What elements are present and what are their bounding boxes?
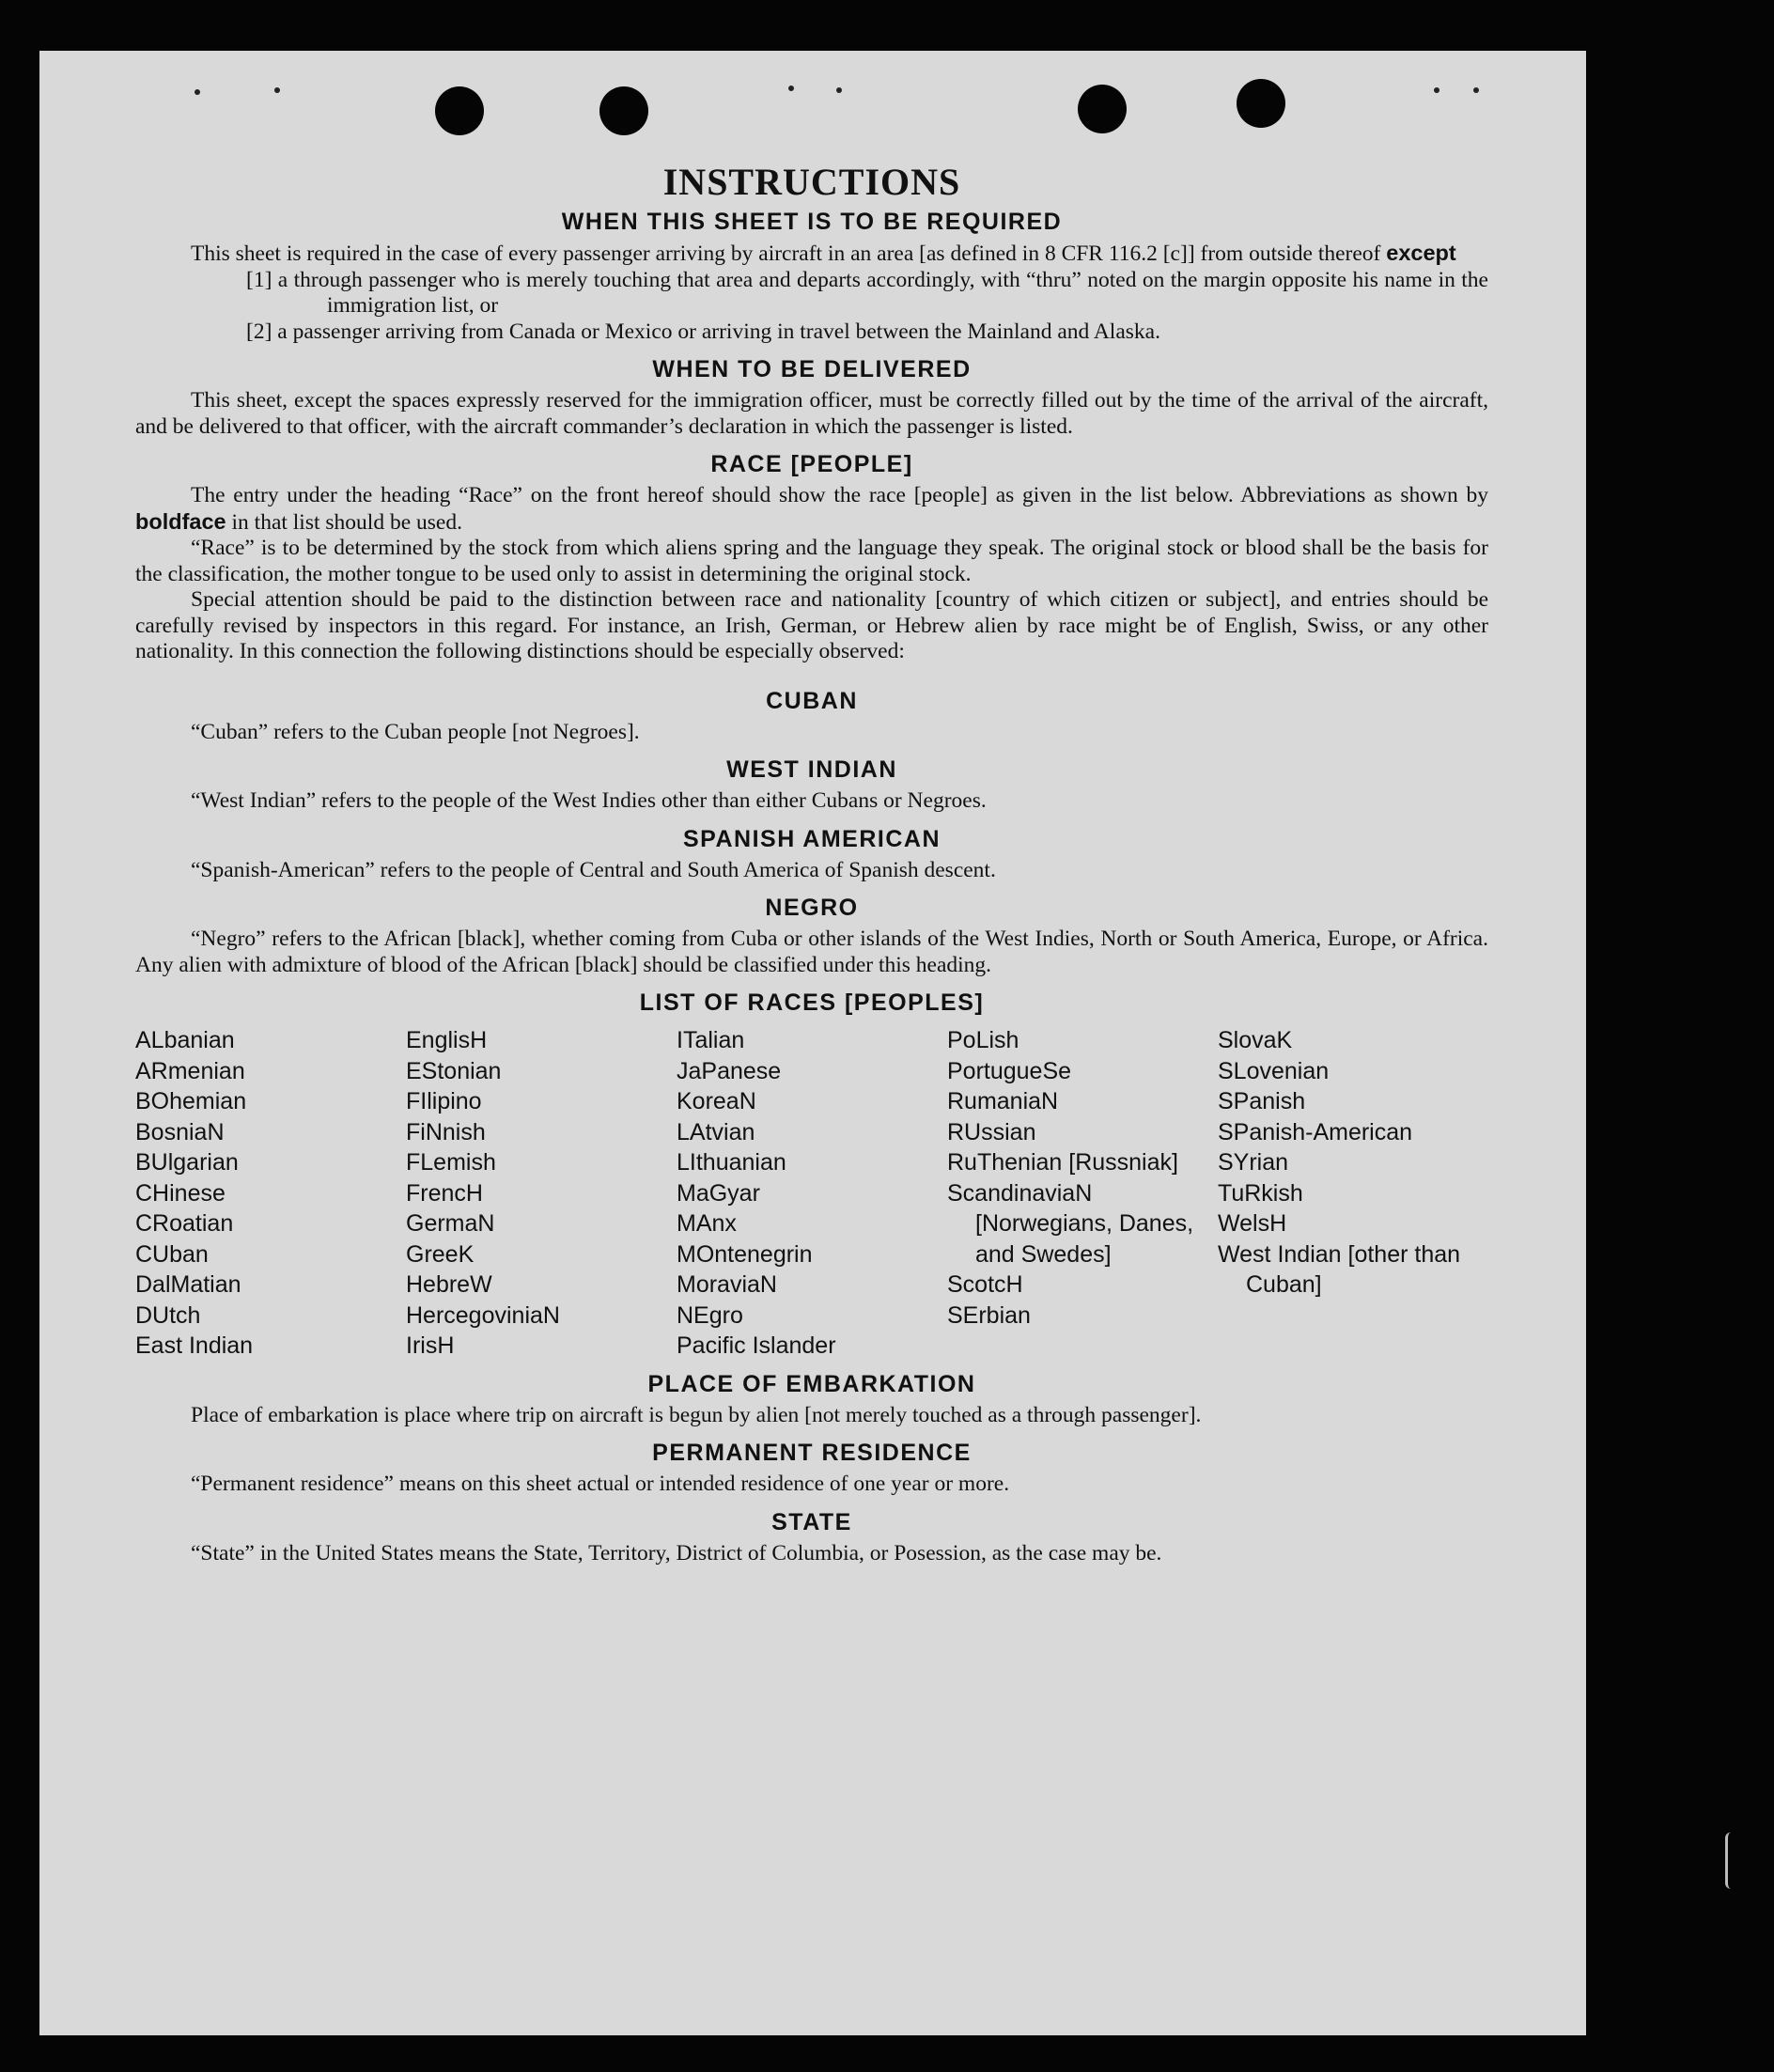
race-entry: NEgro	[677, 1301, 743, 1329]
race-entry: GermaN	[406, 1210, 495, 1237]
race-entry: WelsH	[1218, 1210, 1287, 1237]
race-entry: SPanish	[1218, 1088, 1306, 1114]
race-entry: RumaniaN	[947, 1088, 1059, 1114]
edge-mark	[1725, 1832, 1737, 1889]
required-item-2: [2] a passenger arriving from Canada or Mexico or arriving in travel between the Mainland and Alaska.	[246, 319, 1160, 344]
delivered-text: This sheet, except the spaces expressly reserved for the immigration officer, must be correctly filled out by the time of the arrival of the aircraft, and be delivered to that officer, with the aircraft commander’s declaration in which the passenger is listed.	[135, 388, 1488, 439]
race-paragraph-1	[135, 483, 1488, 536]
race-entry: CHinese	[135, 1179, 226, 1207]
heading-when-required: WHEN THIS SHEET IS TO BE REQUIRED	[561, 209, 1063, 235]
race-paragraph-3: Special attention should be paid to the distinction between race and nationality [country of which citizen or subject], and entries should be carefully revised by inspectors in this regard. For instance, an Irish, German, or Hebrew alien by race might be of English, Swiss, or any other nationality. In this connection the following distinctions should be especially observed:	[135, 587, 1488, 663]
race-entry: MOntenegrin	[677, 1240, 813, 1268]
race-entry: IrisH	[406, 1332, 455, 1359]
document-sheet	[39, 51, 1586, 2035]
heading-when-delivered: WHEN TO BE DELIVERED	[652, 356, 972, 382]
race-entry: FrencH	[406, 1179, 483, 1207]
race-entry: PortugueSe	[947, 1057, 1072, 1084]
required-intro	[135, 241, 1488, 268]
negro-text: “Negro” refers to the African [black], whether coming from Cuba or other islands of the West Indies, North or South America, Europe, or Africa. Any alien with admixture of blood of the African [black] should be classified under this heading.	[135, 927, 1488, 977]
races-list	[135, 1025, 1488, 1362]
race-entry: SPanish-American	[1218, 1118, 1413, 1145]
race-entry: SErbian	[947, 1301, 1031, 1329]
races-column-5	[1218, 1025, 1488, 1362]
heading-spanish-american: SPANISH AMERICAN	[682, 825, 941, 852]
punch-hole	[435, 86, 484, 135]
heading-west-indian: WEST INDIAN	[726, 756, 897, 783]
race-entry: Pacific Islander	[677, 1332, 836, 1359]
race-entry: PoLish	[947, 1027, 1019, 1053]
residence-text: “Permanent residence” means on this sheet actual or intended residence of one year or more.	[191, 1472, 1010, 1496]
embarkation-text: Place of embarkation is place where trip on aircraft is begun by alien [not merely touched as a through passenger].	[191, 1402, 1202, 1427]
race-entry: ARmenian	[135, 1057, 245, 1084]
race-entry: ITalian	[677, 1027, 745, 1053]
race-entry: BUlgarian	[135, 1149, 239, 1176]
race-entry: FiNnish	[406, 1118, 486, 1145]
race-entry: MAnx	[677, 1210, 737, 1237]
races-column-1	[135, 1025, 406, 1362]
race-entry: KoreaN	[677, 1088, 756, 1114]
required-item-1: [1] a through passenger who is merely touching that area and departs accordingly, with “thru” noted on the margin opposite his name in the immigration list, or	[246, 267, 1488, 318]
state-text: “State” in the United States means the State, Territory, District of Columbia, or Posession, as the case may be.	[191, 1540, 1162, 1566]
race-entry: MoraviaN	[677, 1271, 777, 1298]
race-entry: TuRkish	[1218, 1179, 1303, 1207]
heading-negro: NEGRO	[765, 895, 859, 921]
race-p1-text: The entry under the heading “Race” on the front hereof should show the race [people] as given in the list below. Abbreviations as shown by	[191, 483, 1488, 507]
speck	[195, 89, 200, 95]
heading-state: STATE	[771, 1508, 852, 1535]
punch-hole	[1078, 85, 1127, 133]
race-entry: DUtch	[135, 1301, 201, 1329]
race-p1-bold: boldface	[135, 508, 226, 534]
race-entry: SlovaK	[1218, 1027, 1293, 1053]
speck	[274, 87, 280, 93]
speck	[788, 86, 794, 91]
race-entry: EStonian	[406, 1057, 502, 1084]
race-entry: SYrian	[1218, 1149, 1289, 1176]
punch-hole	[1237, 79, 1285, 128]
required-intro-text: This sheet is required in the case of every passenger arriving by aircraft in an area [as defined in 8 CFR 116.2 [c]] from outside thereof	[191, 241, 1381, 266]
race-entry: RUssian	[947, 1118, 1036, 1145]
race-paragraph-2: “Race” is to be determined by the stock from which aliens spring and the language they speak. The original stock or blood shall be the basis for the classification, the mother tongue to be used only to assist in determining the original stock.	[135, 536, 1488, 586]
race-entry: MaGyar	[677, 1179, 760, 1207]
speck	[1473, 87, 1479, 93]
heading-cuban: CUBAN	[766, 687, 858, 714]
race-entry: HebreW	[406, 1271, 492, 1298]
race-entry: LAtvian	[677, 1118, 755, 1145]
race-entry: FIlipino	[406, 1088, 482, 1114]
page-title: INSTRUCTIONS	[662, 161, 961, 203]
speck	[836, 87, 842, 93]
race-entry: SLovenian	[1218, 1057, 1330, 1084]
race-entry: HercegoviniaN	[406, 1301, 560, 1329]
race-entry: BosniaN	[135, 1118, 225, 1145]
race-entry: West Indian [other than Cuban]	[1218, 1240, 1461, 1298]
races-column-4	[947, 1025, 1218, 1362]
punch-hole	[599, 86, 648, 135]
required-intro-bold: except	[1386, 241, 1456, 265]
races-column-2	[406, 1025, 677, 1362]
race-entry: FLemish	[406, 1149, 496, 1176]
west-indian-text: “West Indian” refers to the people of the West Indies other than either Cubans or Negroes.	[191, 788, 987, 813]
speck	[1434, 87, 1439, 93]
race-entry: ScotcH	[947, 1271, 1023, 1298]
heading-race: RACE [PEOPLE]	[710, 451, 913, 477]
race-entry: DalMatian	[135, 1271, 241, 1298]
race-entry: CUban	[135, 1240, 209, 1268]
race-entry: CRoatian	[135, 1210, 234, 1237]
cuban-text: “Cuban” refers to the Cuban people [not Negroes].	[191, 719, 640, 744]
race-entry: East Indian	[135, 1332, 254, 1359]
heading-embarkation: PLACE OF EMBARKATION	[647, 1370, 976, 1397]
race-entry: EnglisH	[406, 1027, 488, 1053]
race-p1-after: in that list should be used.	[231, 509, 462, 535]
heading-list-of-races: LIST OF RACES [PEOPLES]	[639, 989, 985, 1016]
race-entry: ScandinaviaN [Norwegians, Danes, and Swedes]	[947, 1179, 1194, 1268]
spanish-american-text: “Spanish-American” refers to the people of Central and South America of Spanish descent.	[191, 857, 996, 882]
race-entry: GreeK	[406, 1240, 475, 1268]
race-entry: RuThenian [Russniak]	[947, 1149, 1178, 1176]
race-entry: JaPanese	[677, 1057, 782, 1084]
races-column-3	[677, 1025, 947, 1362]
heading-permanent-residence: PERMANENT RESIDENCE	[652, 1440, 972, 1466]
race-entry: BOhemian	[135, 1088, 247, 1114]
instructions-content	[135, 162, 1488, 1566]
race-entry: LIthuanian	[677, 1149, 786, 1176]
race-entry: ALbanian	[135, 1027, 235, 1053]
